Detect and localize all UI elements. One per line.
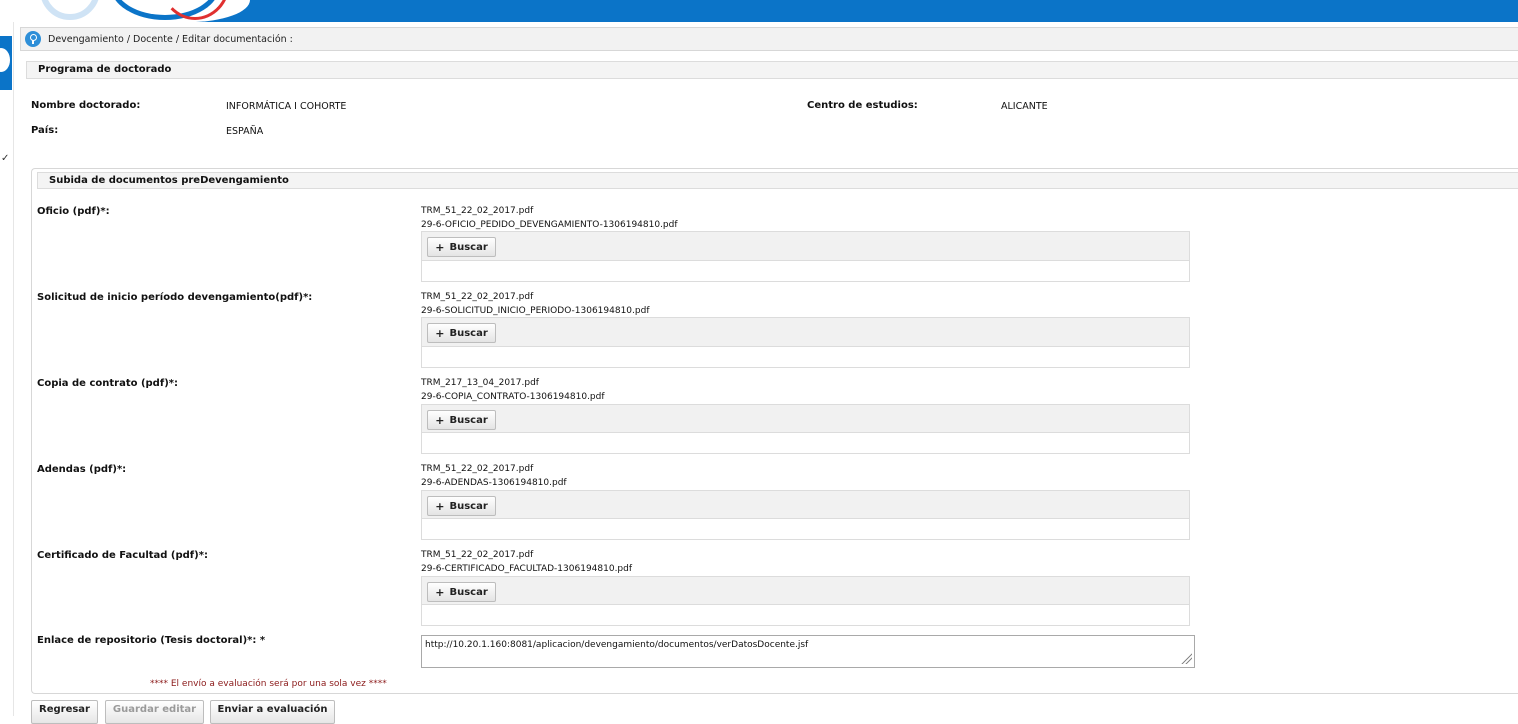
doc-label-contrato: Copia de contrato (pdf)*: — [37, 378, 178, 389]
doc-label-adendas: Adendas (pdf)*: — [37, 464, 127, 475]
sidebar-toggle-tab[interactable] — [0, 36, 12, 90]
buscar-label: Buscar — [449, 500, 488, 512]
upload-toolbar — [421, 404, 1190, 434]
buscar-button-adendas[interactable] — [427, 496, 496, 516]
regresar-button[interactable]: Regresar — [31, 700, 98, 724]
file-drop-area[interactable] — [421, 604, 1190, 626]
program-section-title: Programa de doctorado — [26, 61, 1518, 79]
nombre-doctorado-value: INFORMÁTICA I COHORTE — [226, 101, 347, 112]
check-icon: ✓ — [1, 153, 10, 164]
plus-icon: + — [435, 413, 445, 427]
top-banner — [0, 0, 1518, 22]
file-drop-area[interactable] — [421, 346, 1190, 368]
file-drop-area[interactable] — [421, 432, 1190, 454]
buscar-button-solicitud[interactable] — [427, 323, 496, 343]
file-drop-area[interactable] — [421, 518, 1190, 540]
file-drop-area[interactable] — [421, 260, 1190, 282]
centro-estudios-value: ALICANTE — [1001, 101, 1048, 112]
plus-icon: + — [435, 585, 445, 599]
doc-file-name[interactable]: TRM_51_22_02_2017.pdf — [421, 550, 534, 560]
buscar-label: Buscar — [449, 327, 488, 339]
plus-icon: + — [435, 499, 445, 513]
breadcrumb-text: Devengamiento / Docente / Editar documentación : — [48, 33, 293, 45]
repository-link-input[interactable] — [421, 635, 1195, 668]
enviar-evaluacion-button[interactable]: Enviar a evaluación — [210, 700, 335, 724]
buscar-label: Buscar — [449, 586, 488, 598]
centro-estudios-label: Centro de estudios: — [807, 100, 918, 111]
nombre-doctorado-label: Nombre doctorado: — [31, 100, 141, 111]
upload-toolbar — [421, 317, 1190, 347]
doc-file-name[interactable]: TRM_217_13_04_2017.pdf — [421, 378, 539, 388]
doc-file-name[interactable]: 29-6-OFICIO_PEDIDO_DEVENGAMIENTO-1306194810.pdf — [421, 220, 678, 230]
upload-toolbar — [421, 231, 1190, 261]
guardar-editar-button[interactable]: Guardar editar — [105, 700, 204, 724]
upload-toolbar — [421, 490, 1190, 520]
doc-label-certificado: Certificado de Facultad (pdf)*: — [37, 550, 208, 561]
plus-icon: + — [435, 240, 445, 254]
pais-label: País: — [31, 125, 59, 136]
doc-file-name[interactable]: 29-6-CERTIFICADO_FACULTAD-1306194810.pdf — [421, 564, 633, 574]
doc-file-name[interactable]: 29-6-COPIA_CONTRATO-1306194810.pdf — [421, 392, 605, 402]
doc-file-name[interactable]: 29-6-SOLICITUD_INICIO_PERIODO-1306194810.pdf — [421, 306, 650, 316]
doc-label-oficio: Oficio (pdf)*: — [37, 206, 110, 217]
buscar-button-certificado[interactable] — [427, 582, 496, 602]
doc-file-name[interactable]: 29-6-ADENDAS-1306194810.pdf — [421, 478, 567, 488]
warning-note: **** El envío a evaluación será por una sola vez **** — [150, 679, 387, 689]
doc-file-name[interactable]: TRM_51_22_02_2017.pdf — [421, 292, 534, 302]
buscar-label: Buscar — [449, 241, 488, 253]
location-pin-icon — [25, 31, 41, 47]
resize-grip-icon[interactable] — [1180, 652, 1192, 664]
pais-value: ESPAÑA — [226, 126, 264, 137]
upload-section-title: Subida de documentos preDevengamiento — [37, 172, 1518, 189]
breadcrumb — [20, 27, 1518, 51]
upload-toolbar — [421, 576, 1190, 606]
institution-logo — [0, 0, 250, 22]
repository-link-label: Enlace de repositorio (Tesis doctoral)*: * — [37, 635, 266, 646]
doc-file-name[interactable]: TRM_51_22_02_2017.pdf — [421, 464, 534, 474]
buscar-button-contrato[interactable] — [427, 410, 496, 430]
buscar-label: Buscar — [449, 414, 488, 426]
buscar-button-oficio[interactable] — [427, 237, 496, 257]
plus-icon: + — [435, 326, 445, 340]
doc-file-name[interactable]: TRM_51_22_02_2017.pdf — [421, 206, 534, 216]
doc-label-solicitud: Solicitud de inicio período devengamiento(pdf)*: — [37, 292, 313, 303]
left-sidebar — [0, 22, 14, 716]
